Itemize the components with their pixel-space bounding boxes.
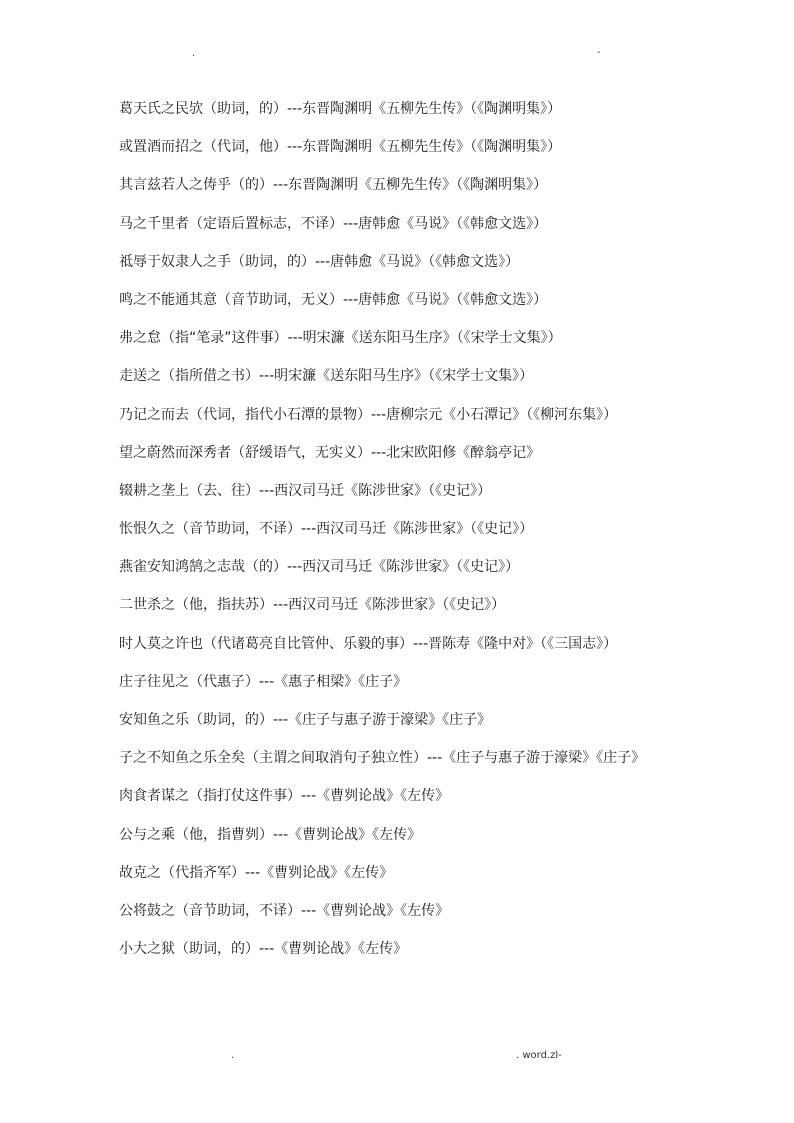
entry-line: 走送之（指所借之书）---明宋濂《送东阳马生序》（《宋学士文集》） (119, 368, 534, 385)
entry-line: 燕雀安知鸿鹄之志哉（的）---西汉司马迁《陈涉世家》（《史记》） (119, 559, 520, 576)
entry-line: 怅恨久之（音节助词，不译）---西汉司马迁《陈涉世家》（《史记》） (119, 521, 534, 538)
entry-line: 望之蔚然而深秀者（舒缓语气，无实义）---北宋欧阳修《醉翁亭记》 (119, 444, 541, 461)
entry-line: 鸣之不能通其意（音节助词，无义）---唐韩愈《马说》（《韩愈文选》） (119, 291, 548, 308)
entry-line: 小大之狱（助词，的）---《曹刿论战》《左传》 (119, 941, 408, 958)
header-right-mark: - (597, 47, 601, 58)
entry-line: 故克之（代指齐军）---《曹刿论战》《左传》 (119, 864, 394, 881)
entry-line: 葛天氏之民欤（助词，的）---东晋陶渊明《五柳先生传》（《陶渊明集》） (119, 101, 562, 117)
footer-left-mark: . (231, 1050, 235, 1061)
entry-list (119, 98, 679, 976)
entry-line: 二世杀之（他，指扶苏）---西汉司马迁《陈涉世家》（《史记》） (119, 597, 506, 614)
entry-line: 安知鱼之乐（助词，的）---《庄子与惠子游于濠梁》《庄子》 (119, 712, 492, 728)
entry-line: 庄子往见之（代惠子）---《惠子相梁》《庄子》 (119, 673, 408, 690)
entry-line: 弗之怠（指“笔录”这件事）---明宋濂《送东阳马生序》（《宋学士文集》） (119, 330, 562, 347)
entry-line: 公将鼓之（音节助词，不译）---《曹刿论战》《左传》 (119, 902, 450, 919)
entry-line: 肉食者谋之（指打仗这件事）---《曹刿论战》《左传》 (119, 788, 450, 805)
entry-line: 或置酒而招之（代词，他）---东晋陶渊明《五柳先生传》（《陶渊明集》） (119, 139, 562, 156)
footer-watermark: . word.zl- (516, 1050, 562, 1061)
entry-line: 子之不知鱼之乐全矣（主谓之间取消句子独立性）---《庄子与惠子游于濠梁》《庄子》 (119, 750, 646, 767)
entry-line: 时人莫之许也（代诸葛亮自比管仲、乐毅的事）---晋陈寿《隆中对》（《三国志》） (119, 635, 618, 652)
entry-line: 辍耕之垄上（去、往）---西汉司马迁《陈涉世家》（《史记》） (119, 482, 492, 499)
entry-line: 其言兹若人之俦乎（的）---东晋陶渊明《五柳先生传》（《陶渊明集》） (119, 177, 548, 194)
entry-line: 马之千里者（定语后置标志，不译）---唐韩愈《马说》（《韩愈文选》） (119, 215, 548, 232)
header-left-mark: . (192, 48, 196, 59)
entry-line: 祗辱于奴隶人之手（助词，的）---唐韩愈《马说》（《韩愈文选》） (119, 253, 520, 270)
entry-line: 公与之乘（他，指曹刿）---《曹刿论战》《左传》 (119, 826, 422, 843)
entry-line: 乃记之而去（代词，指代小石潭的景物）---唐柳宗元《小石潭记》（《柳河东集》） (119, 406, 618, 423)
